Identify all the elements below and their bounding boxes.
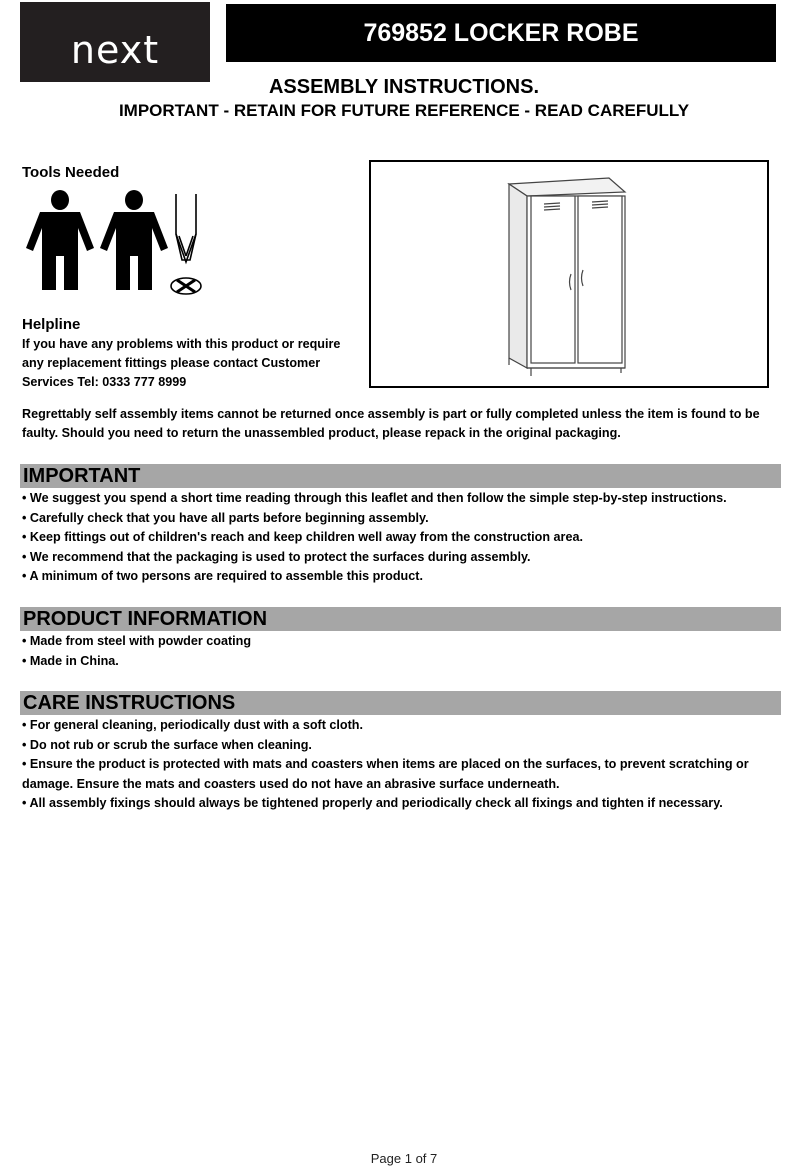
brand-logo (20, 2, 210, 82)
helpline-line: any replacement fittings please contact Customer (22, 356, 321, 370)
product-list (22, 632, 792, 671)
tools-title: Tools Needed (22, 164, 120, 181)
list-item: • Made from steel with powder coating (22, 634, 252, 648)
list-item: • For general cleaning, periodically dust with a soft cloth. (22, 718, 363, 732)
list-item: • Ensure the product is protected with mats and coasters when items are placed on the surfaces, to prevent scratching or damage. Ensure the mats and coasters used do not have an abrasive surface underneath. (22, 757, 749, 791)
list-item: • We suggest you spend a short time reading through this leaflet and then follow the simple step-by-step instructions. (22, 491, 727, 505)
helpline-line: If you have any problems with this product or require (22, 337, 341, 351)
list-item: • All assembly fixings should always be tightened properly and periodically check all fixings and tighten if necessary. (22, 796, 723, 810)
product-illustration-frame (369, 160, 769, 388)
list-item: • Made in China. (22, 653, 119, 668)
helpline-text (22, 335, 372, 392)
tools-figures (24, 190, 214, 300)
list-item: • Carefully check that you have all parts before beginning assembly. (22, 510, 429, 525)
locker-illustration (371, 162, 767, 386)
person-icon (100, 190, 168, 290)
assembly-heading: ASSEMBLY INSTRUCTIONS. (268, 76, 540, 98)
person-icon (26, 190, 94, 290)
document-title: 769852 LOCKER ROBE (226, 4, 776, 62)
page-number: Page 1 of 7 (370, 1151, 438, 1166)
helpline-title: Helpline (22, 316, 81, 333)
product-section-title: PRODUCT INFORMATION (23, 608, 268, 630)
care-section-title: CARE INSTRUCTIONS (23, 692, 236, 714)
list-item: • Keep fittings out of children's reach and keep children well away from the construction area. (22, 530, 583, 544)
screwdriver-icon (171, 194, 201, 294)
logo-text: next (70, 28, 160, 72)
retain-heading: IMPORTANT - RETAIN FOR FUTURE REFERENCE - READ CAREFULLY (118, 101, 690, 120)
list-item: • A minimum of two persons are required to assemble this product. (22, 569, 423, 583)
care-list (22, 716, 792, 814)
important-section-title: IMPORTANT (23, 465, 141, 487)
list-item: • Do not rub or scrub the surface when cleaning. (22, 737, 312, 752)
important-list (22, 489, 792, 587)
returns-notice: Regrettably self assembly items cannot be returned once assembly is part or fully completed unless the item is found to be faulty. Should you need to return the unassembled product, please repack in the original packaging. (22, 407, 760, 440)
helpline-line: Services Tel: 0333 777 8999 (22, 375, 187, 389)
list-item: • We recommend that the packaging is used to protect the surfaces during assembly. (22, 549, 531, 564)
